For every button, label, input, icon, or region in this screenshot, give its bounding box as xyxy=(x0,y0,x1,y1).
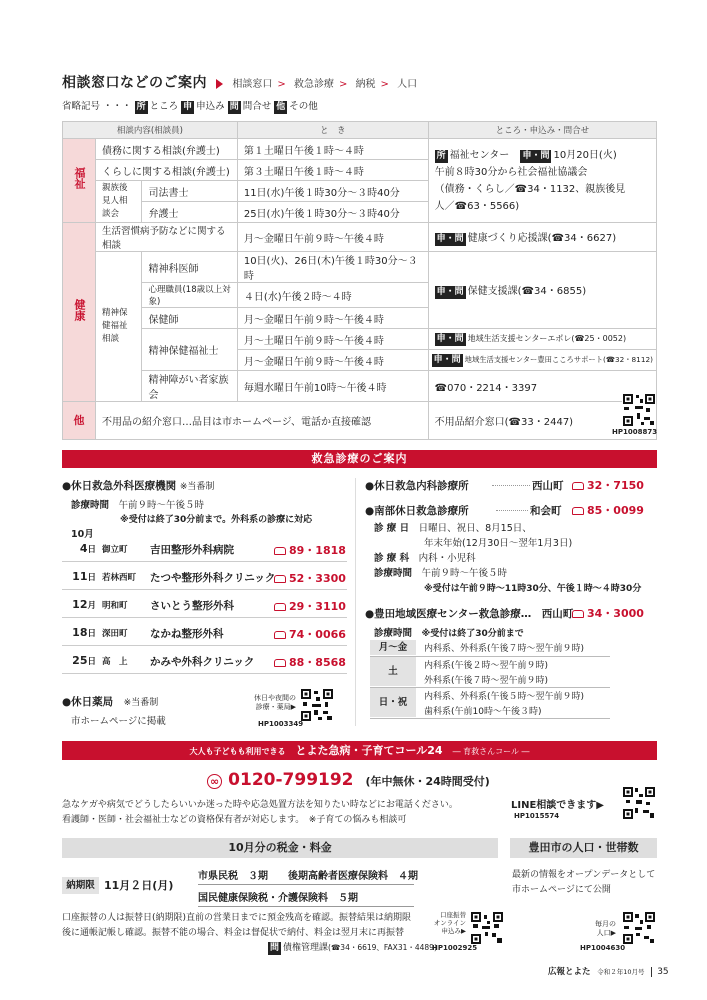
qr-code-icon[interactable] xyxy=(470,911,504,945)
clinic-tel[interactable]: 88・8568 xyxy=(274,654,346,670)
consult-item: くらしに関する相談(弁護士) xyxy=(96,160,238,181)
south-clinic-details: 診 療 日 日曜日、祝日、8月15日、 年末年始(12月30日～翌年1月3日) 診 療 科 内科・小児科 診療時間 午前９時～午後５時 ※受付は午前９時～11時30分、午後１時～４時30分 xyxy=(374,523,642,594)
consult-item: 精神障がい者家族会 xyxy=(142,371,237,402)
consult-time: 10日(火)、26日(木)午後１時30分～３時 xyxy=(237,252,428,283)
legend-badge-other: 他 xyxy=(276,102,286,112)
legend-text-other: その他 xyxy=(289,101,318,112)
clinic-area: 明和町 xyxy=(102,601,128,611)
clinic-day-unit: 日 xyxy=(87,629,96,639)
clinic-row xyxy=(62,568,347,590)
population-text: 最新の情報をオープンデータとして xyxy=(512,870,656,880)
clinic-name: かみや外科クリニック xyxy=(150,656,255,668)
phone-icon xyxy=(274,547,286,555)
clinic-day-unit: 月 xyxy=(87,601,96,611)
free-dial-icon: ∞ xyxy=(207,774,222,789)
qr-caption: 毎月の 人口▶ xyxy=(595,920,616,937)
schedule-line: 外科系(午後７時～翌午前９時) xyxy=(424,676,549,686)
clinic-area: 深田町 xyxy=(102,629,128,639)
consult-place: 申・問 地域生活支援センター豊田こころサポート(☎32・8112) xyxy=(428,350,656,371)
page-header xyxy=(62,72,417,92)
phone-icon xyxy=(274,575,286,583)
consult-time: 第１土曜日午後１時～４時 xyxy=(237,139,428,160)
consult-item: 債務に関する相談(弁護士) xyxy=(96,139,238,160)
consult-place: 申・問 健康づくり応援課(☎34・6627) xyxy=(428,223,656,252)
call24-banner: 大人も子どもも利用できる とよた急病・子育てコール24 ― 育救さんコール ― xyxy=(62,741,657,760)
tax-note: 後に通帳記帳し確認。振替不能の場合、料金は督促状で納付、料金は翌月末に再振替 xyxy=(62,928,405,938)
consult-time: 月～金曜日午前９時～午後４時 xyxy=(237,223,428,252)
consult-item: 司法書士 xyxy=(142,181,237,202)
call24-desc: 看護師・医師・社会福祉士などの資格保有者が対応します。 ※子育ての悩みも相談可 xyxy=(62,815,407,825)
consult-place: ☎070・2214・3397 xyxy=(428,371,656,402)
column-divider xyxy=(355,478,356,726)
page-number: 35 xyxy=(651,967,668,977)
clinic-name: たつや整形外科クリニック xyxy=(150,572,276,584)
clinic-day-unit: 日 xyxy=(87,657,96,667)
clinic-name: なかね整形外科 xyxy=(150,628,224,640)
group-guardian-label: 親族後見人相談会 xyxy=(96,181,142,223)
schedule-line: 内科系(午後２時～翌午前９時) xyxy=(424,661,549,671)
consultation-table xyxy=(62,121,657,440)
nav-item-tax[interactable]: 納税 xyxy=(355,79,376,90)
leader-dots xyxy=(496,510,528,511)
nav-item-emergency[interactable]: 救急診療 xyxy=(293,79,334,90)
qr-code-icon[interactable] xyxy=(622,786,656,820)
clinic-row xyxy=(62,624,347,646)
consult-item: 心理職員(18歳以上対象) xyxy=(142,283,237,308)
toyota-center-title: ●豊田地域医療センター救急診療… 西山町 xyxy=(365,608,574,620)
category-other: 他 xyxy=(63,402,96,440)
south-clinic-tel[interactable]: 85・0099 xyxy=(572,502,644,518)
abbreviation-legend xyxy=(62,98,318,114)
legend-text-place: ところ xyxy=(149,101,179,112)
population-section-title: 豊田市の人口・世帯数 xyxy=(510,838,657,858)
schedule-line: 内科系、外科系(午後５時～翌午前９時) xyxy=(424,692,585,702)
footer xyxy=(548,965,673,977)
category-welfare: 福祉 xyxy=(63,139,96,223)
pharmacy-title: ●休日薬局 ※当番制 xyxy=(62,696,159,708)
legend-prefix: 省略記号 ・・・ xyxy=(62,101,132,112)
consult-place: 申・問 保健支援課(☎34・6855) xyxy=(428,252,656,329)
clinic-area: 御立町 xyxy=(102,545,128,555)
deadline-label: 納期限 xyxy=(62,877,99,894)
clinic-day: 11 xyxy=(72,570,88,583)
badge-apply: 申・問 xyxy=(522,150,550,161)
surgery-title: ●休日救急外科医療機関 ※当番制 xyxy=(62,480,215,492)
legend-badge-apply: 申 xyxy=(183,102,193,112)
consult-time: 毎週水曜日午前10時～午後４時 xyxy=(237,371,428,402)
free-dial-number[interactable]: ∞ 0120-799192 (年中無休・24時間受付) xyxy=(207,770,490,790)
clinic-day: 12 xyxy=(72,598,88,611)
header-content: 相談内容(相談員) xyxy=(63,122,238,139)
table-row xyxy=(63,371,657,402)
schedule-day-cell: 月～金 xyxy=(370,640,416,655)
badge-place: 所 xyxy=(436,150,446,161)
phone-icon xyxy=(274,631,286,639)
line-consult-link[interactable]: LINE相談できます▶ xyxy=(511,800,604,811)
clinic-day: 18 xyxy=(72,626,88,639)
hp-code: HP1003349 xyxy=(258,720,304,728)
footer-date: 令和２年10月号 xyxy=(597,968,645,976)
legend-badge-place: 所 xyxy=(136,102,146,112)
page-title: 相談窓口などのご案内 xyxy=(62,75,207,91)
header-place: ところ・申込み・問合せ xyxy=(428,122,656,139)
table-row xyxy=(63,252,657,283)
clinic-row xyxy=(62,596,347,618)
tax-items-line1: 市県民税 ３期 後期高齢者医療保険料 ４期 xyxy=(198,867,414,885)
clinic-tel[interactable]: 74・0066 xyxy=(274,626,346,642)
table-row xyxy=(63,402,657,440)
table-row xyxy=(63,139,657,160)
surgery-hours: 診療時間 午前９時～午後５時 xyxy=(71,500,205,511)
phone-icon xyxy=(572,507,584,515)
tax-section-title: 10月分の税金・料金 xyxy=(62,838,498,858)
tax-items-line2: 国民健康保険税・介護保険料 ５期 xyxy=(198,889,414,907)
table-row xyxy=(63,223,657,252)
surgery-hours-note: ※受付は終了30分前まで。外科系の診療に対応 xyxy=(120,515,313,525)
table-header-row xyxy=(63,122,657,139)
call24-desc: 急なケガや病気でどうしたらいいか迷った時や応急処置方法を知りたい時などにお電話ください。 xyxy=(62,800,458,810)
consult-item: 不用品の紹介窓口…品目は市ホームページ、電話か直接確認 xyxy=(96,402,429,440)
consult-item: 生活習慣病予防などに関する相談 xyxy=(96,223,238,252)
hp-code: HP1008873 xyxy=(612,428,658,436)
consult-place: 不用品紹介窓口(☎33・2447) xyxy=(428,402,656,440)
clinic-day-unit: 日 xyxy=(87,573,96,583)
phone-icon xyxy=(572,482,584,490)
consult-time: 月～金曜日午前９時～午後４時 xyxy=(237,308,428,329)
consult-item: 精神科医師 xyxy=(142,252,237,283)
consult-time: 月～金曜日午前９時～午後４時 xyxy=(237,350,428,371)
phone-icon xyxy=(274,659,286,667)
clinic-day: 4 xyxy=(79,542,88,555)
hp-code: HP1002925 xyxy=(432,944,478,952)
clinic-tel[interactable]: 29・3110 xyxy=(274,598,346,614)
consult-time: 月～土曜日午前９時～午後４時 xyxy=(237,329,428,350)
consult-item: 精神保健福祉士 xyxy=(142,329,237,371)
consult-time: 11日(水)午後１時30分～３時40分 xyxy=(237,181,428,202)
legend-text-inquiry: 問合せ xyxy=(242,101,272,112)
qr-caption: 休日や夜間の診療・薬局▶ xyxy=(254,694,296,711)
internal-clinic-town: 西山町 xyxy=(532,480,564,492)
schedule-day-cell: 土 xyxy=(370,657,416,686)
table-row xyxy=(63,329,657,350)
consult-item: 弁護士 xyxy=(142,202,237,223)
header-time: と き xyxy=(237,122,428,139)
category-health: 健康 xyxy=(63,223,96,402)
toyota-hours: 診療時間 ※受付は終了30分前まで xyxy=(374,628,524,639)
clinic-name: 吉田整形外科病院 xyxy=(150,544,234,556)
clinic-name: さいとう整形外科 xyxy=(150,600,234,612)
phone-icon xyxy=(572,610,584,618)
tax-contact: 問 債権管理課(☎34・6619、FAX31・4489) xyxy=(270,943,437,953)
section-nav: 相談窓口 > 救急診療 > 納税 > 人口 xyxy=(232,79,418,90)
legend-text-apply: 申込み xyxy=(196,101,225,112)
hp-code: HP1004630 xyxy=(580,944,626,952)
consult-item: 保健師 xyxy=(142,308,237,329)
triangle-arrow-icon xyxy=(216,79,223,89)
tax-note: 口座振替の人は振替日(納期限)直前の営業日までに預金残高を確認。振替結果は納期限 xyxy=(62,913,412,923)
clinic-tel[interactable]: 89・1818 xyxy=(274,542,346,558)
footer-publication: 広報とよた xyxy=(548,967,591,977)
consult-time: ４日(水)午後２時～４時 xyxy=(237,283,428,308)
consult-time: 25日(水)午後１時30分～３時40分 xyxy=(237,202,428,223)
qr-code-icon[interactable] xyxy=(300,688,334,722)
month-label: 10月 xyxy=(71,529,94,540)
toyota-center-tel[interactable]: 34・3000 xyxy=(572,605,644,621)
leader-dots xyxy=(492,485,530,486)
population-text: 市ホームページにて公開 xyxy=(512,885,611,895)
hp-code: HP1015574 xyxy=(514,812,560,820)
clinic-day-unit: 日 xyxy=(87,545,96,555)
clinic-tel[interactable]: 52・3300 xyxy=(274,570,346,586)
group-mental-label: 精神保健福祉相談 xyxy=(96,252,142,402)
schedule-line: 歯科系(午前10時～午後３時) xyxy=(424,707,542,717)
internal-clinic-tel[interactable]: 32・7150 xyxy=(572,477,644,493)
emergency-section-title: 救急診療のご案内 xyxy=(62,450,657,468)
south-clinic-town: 和会町 xyxy=(530,505,562,517)
clinic-area: 高 上 xyxy=(102,657,128,667)
pharmacy-text: 市ホームページに掲載 xyxy=(71,716,166,727)
deadline-date: 11月２日(月) xyxy=(104,879,174,892)
clinic-row xyxy=(62,652,347,674)
nav-item-consult[interactable]: 相談窓口 xyxy=(232,79,273,90)
qr-code-icon[interactable] xyxy=(622,911,656,945)
consult-time: 第３土曜日午後１時～４時 xyxy=(237,160,428,181)
consult-place: 申・問 地域生活支援センターエポレ(☎25・0052) xyxy=(428,329,656,350)
phone-icon xyxy=(274,603,286,611)
south-clinic-title: ●南部休日救急診療所 xyxy=(365,505,469,517)
schedule-day-cell: 日・祝 xyxy=(370,688,416,717)
legend-badge-inquiry: 問 xyxy=(229,102,239,112)
nav-item-population[interactable]: 人口 xyxy=(397,79,418,90)
qr-code-icon[interactable] xyxy=(622,393,656,427)
clinic-row xyxy=(62,540,347,562)
welfare-place-cell: 所 福祉センター 申・問 10月20日(火) 午前８時30分から社会福祉協議会 （債務・くらし／☎34・1132、親族後見 人／☎63・5566) xyxy=(428,139,656,223)
schedule-divider xyxy=(370,718,610,719)
qr-caption: 口座振替 オンライン 申込み▶ xyxy=(433,911,466,935)
internal-clinic-title: ●休日救急内科診療所 xyxy=(365,480,469,492)
schedule-line: 内科系、外科系(午後７時～翌午前９時) xyxy=(424,644,585,654)
clinic-day: 25 xyxy=(72,654,88,667)
clinic-area: 若林西町 xyxy=(102,573,137,583)
